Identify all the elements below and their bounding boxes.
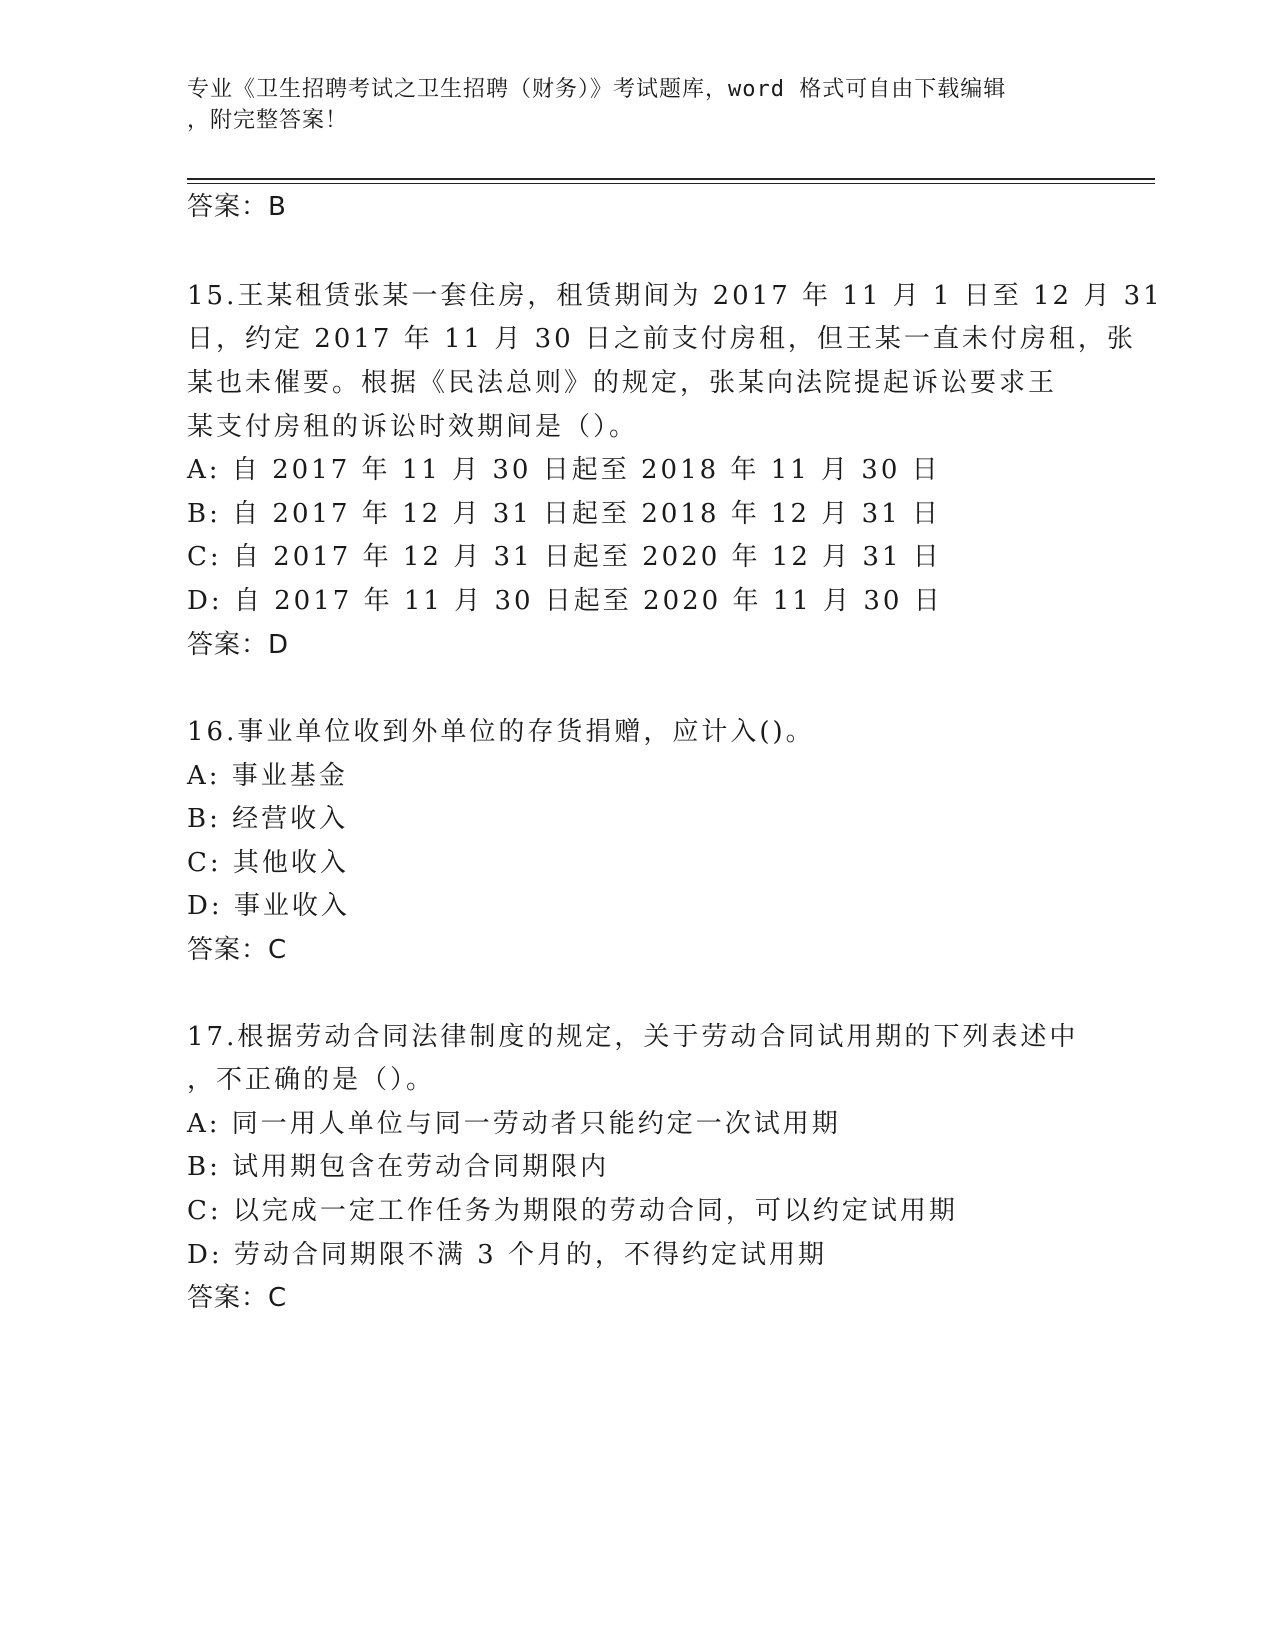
q15-answer: 答案：D — [187, 630, 290, 660]
q16-option-c: C: 其他收入 — [187, 848, 349, 878]
q15-option-d: D: 自 2017 年 11 月 30 日起至 2020 年 11 月 30 日 — [187, 586, 943, 616]
q15-option-b: B: 自 2017 年 12 月 31 日起至 2018 年 12 月 31 日 — [187, 499, 941, 529]
q16-text-line-1: 16.事业单位收到外单位的存货捐赠，应计入()。 — [187, 717, 815, 747]
page-header — [187, 74, 1067, 136]
q16-answer: 答案：C — [187, 935, 288, 965]
q15-text-line-1: 15.王某租赁张某一套住房，租赁期间为 2017 年 11 月 1 日至 12 月 31 — [187, 281, 1163, 311]
q15-text-line-3: 某也未催要。根据《民法总则》的规定，张某向法院提起诉讼要求王 — [187, 368, 1058, 398]
q15-option-c: C: 自 2017 年 12 月 31 日起至 2020 年 12 月 31 日 — [187, 542, 942, 572]
q16-option-d: D: 事业收入 — [187, 891, 350, 921]
previous-answer: 答案：B — [187, 192, 287, 222]
header-rule-thick — [187, 178, 1155, 180]
q17-answer: 答案：C — [187, 1283, 288, 1313]
q17-option-c: C: 以完成一定工作任务为期限的劳动合同，可以约定试用期 — [187, 1196, 958, 1226]
q15-text-line-2: 日，约定 2017 年 11 月 30 日之前支付房租，但王某一直未付房租，张 — [187, 324, 1136, 354]
q17-text-line-2: ，不正确的是（）。 — [187, 1065, 436, 1095]
q15-text-line-4: 某支付房租的诉讼时效期间是（）。 — [187, 412, 639, 442]
header-rule-thin — [187, 183, 1155, 184]
q16-option-b: B: 经营收入 — [187, 804, 349, 834]
q17-option-b: B: 试用期包含在劳动合同期限内 — [187, 1152, 610, 1182]
q16-option-a: A: 事业基金 — [187, 761, 348, 791]
q17-option-d: D: 劳动合同期限不满 3 个月的，不得约定试用期 — [187, 1240, 827, 1270]
header-line-2: ，附完整答案！ — [187, 108, 349, 133]
q17-text-line-1: 17.根据劳动合同法律制度的规定，关于劳动合同试用期的下列表述中 — [187, 1022, 1079, 1052]
q15-option-a: A: 自 2017 年 11 月 30 日起至 2018 年 11 月 30 日 — [187, 455, 941, 485]
q17-option-a: A: 同一用人单位与同一劳动者只能约定一次试用期 — [187, 1109, 841, 1139]
header-line-1: 专业《卫生招聘考试之卫生招聘（财务）》考试题库，word 格式可自由下载编辑 — [187, 77, 1007, 102]
